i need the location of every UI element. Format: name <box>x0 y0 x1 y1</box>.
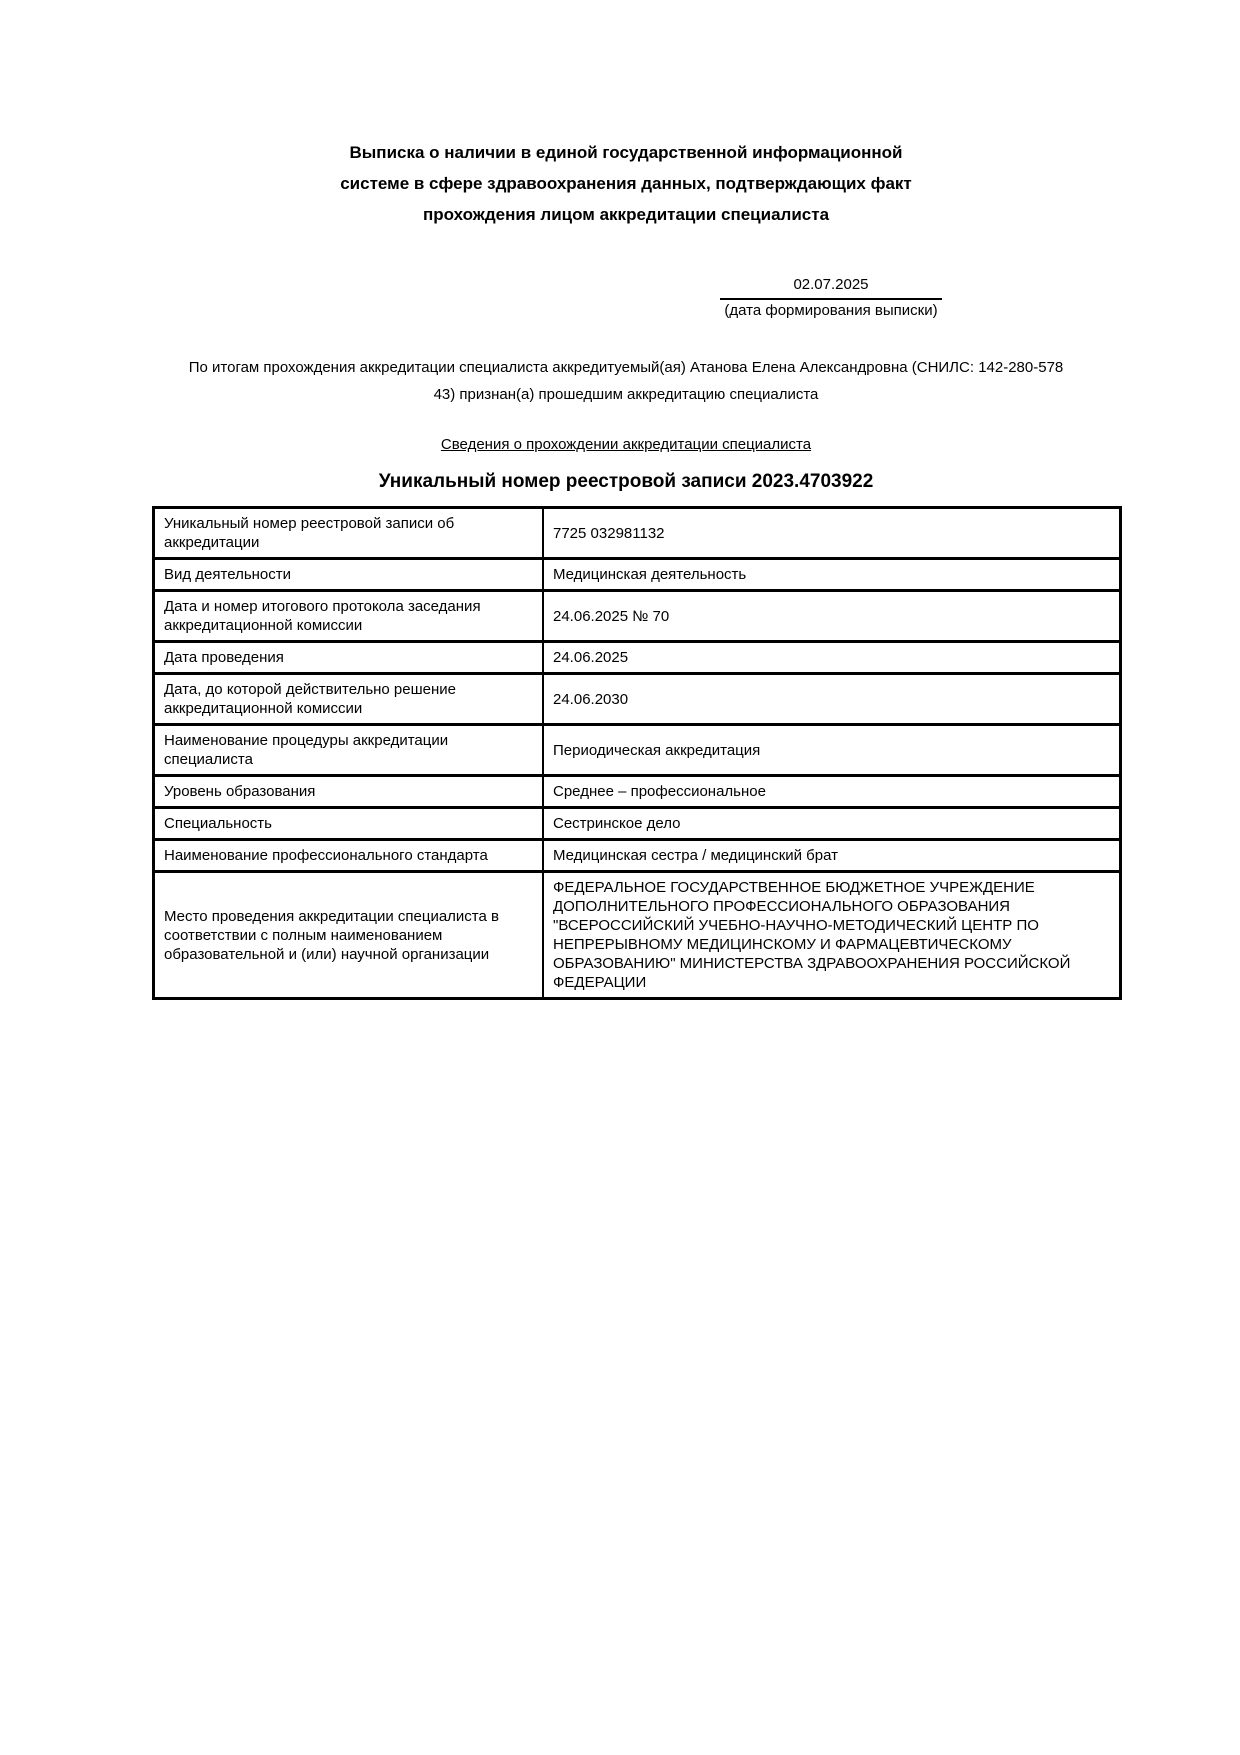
row-label: Наименование профессионального стандарта <box>154 840 544 872</box>
extract-date-block <box>720 275 942 321</box>
row-value: 24.06.2025 № 70 <box>543 591 1121 642</box>
section-heading: Сведения о прохождении аккредитации специалиста <box>440 436 812 453</box>
row-value: 7725 032981132 <box>543 508 1121 559</box>
row-value: Сестринское дело <box>543 808 1121 840</box>
row-label: Специальность <box>154 808 544 840</box>
table-row <box>154 872 1121 999</box>
intro-paragraph-line: 43) признан(а) прошедшим аккредитацию специалиста <box>433 386 819 403</box>
page-title-line: прохождения лицом аккредитации специалиста <box>422 205 830 224</box>
table-row <box>154 840 1121 872</box>
row-label: Дата и номер итогового протокола заседания аккредитационной комиссии <box>154 591 544 642</box>
row-value: ФЕДЕРАЛЬНОЕ ГОСУДАРСТВЕННОЕ БЮДЖЕТНОЕ УЧРЕЖДЕНИЕ ДОПОЛНИТЕЛЬНОГО ПРОФЕССИОНАЛЬНОГО ОБРАЗОВАНИЯ "ВСЕРОССИЙСКИЙ УЧЕБНО-НАУЧНО-МЕТОДИЧЕСКИЙ ЦЕНТР ПО НЕПРЕРЫВНОМУ МЕДИЦИНСКОМУ И ФАРМАЦЕВТИЧЕСКОМУ ОБРАЗОВАНИЮ" МИНИСТЕРСТВА ЗДРАВООХРАНЕНИЯ РОССИЙСКОЙ ФЕДЕРАЦИИ <box>543 872 1121 999</box>
page-title <box>152 137 1100 230</box>
intro-paragraph-line: По итогам прохождения аккредитации специалиста аккредитуемый(ая) Атанова Елена Александровна (СНИЛС: 142-280-578 <box>188 359 1064 376</box>
row-label: Наименование процедуры аккредитации специалиста <box>154 725 544 776</box>
row-value: 24.06.2030 <box>543 674 1121 725</box>
row-value: Медицинская деятельность <box>543 559 1121 591</box>
table-row <box>154 642 1121 674</box>
page-title-line: системе в сфере здравоохранения данных, подтверждающих факт <box>340 174 912 193</box>
document-page <box>152 0 1100 1000</box>
intro-paragraph <box>152 354 1100 408</box>
accreditation-table <box>152 506 1122 1000</box>
row-value: 24.06.2025 <box>543 642 1121 674</box>
page-title-line: Выписка о наличии в единой государственной информационной <box>349 143 903 162</box>
table-row <box>154 591 1121 642</box>
table-row <box>154 508 1121 559</box>
table-row <box>154 808 1121 840</box>
row-value: Среднее – профессиональное <box>543 776 1121 808</box>
table-row <box>154 559 1121 591</box>
registry-number-heading: Уникальный номер реестровой записи 2023.4703922 <box>378 471 874 492</box>
row-value: Периодическая аккредитация <box>543 725 1121 776</box>
extract-date-caption: (дата формирования выписки) <box>724 302 938 319</box>
row-value: Медицинская сестра / медицинский брат <box>543 840 1121 872</box>
table-row <box>154 776 1121 808</box>
row-label: Место проведения аккредитации специалиста в соответствии с полным наименованием образовательной и (или) научной организации <box>154 872 544 999</box>
row-label: Вид деятельности <box>154 559 544 591</box>
row-label: Уникальный номер реестровой записи об аккредитации <box>154 508 544 559</box>
table-row <box>154 725 1121 776</box>
extract-date-value: 02.07.2025 <box>720 275 942 300</box>
row-label: Дата проведения <box>154 642 544 674</box>
row-label: Уровень образования <box>154 776 544 808</box>
row-label: Дата, до которой действительно решение аккредитационной комиссии <box>154 674 544 725</box>
table-row <box>154 674 1121 725</box>
